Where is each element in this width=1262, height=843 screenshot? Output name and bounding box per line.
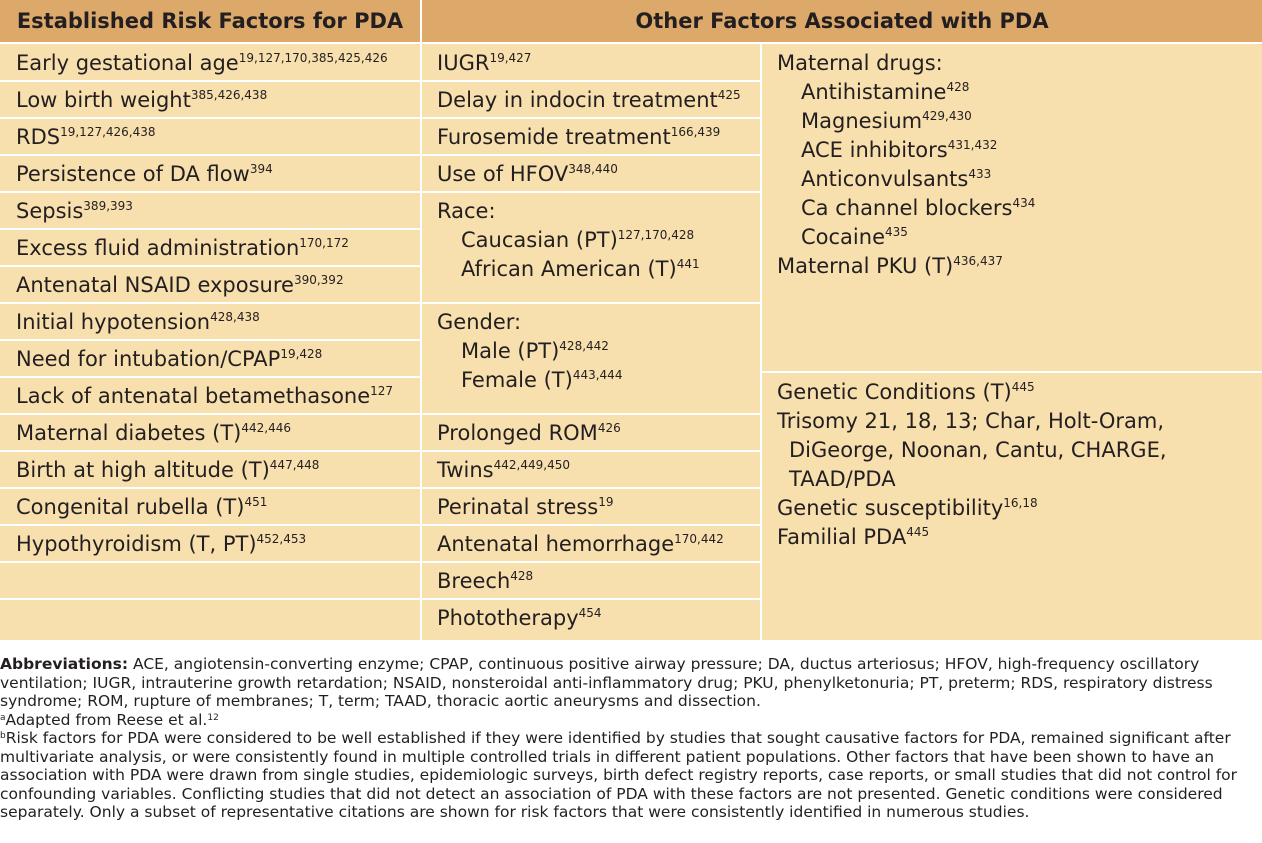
race-african-american: African American $(T)^{441}$ <box>461 257 700 281</box>
established-factor: Sepsis$^{389,393}$ <box>16 199 133 223</box>
other-factor-twins: Twins$^{442,449,450}$ <box>437 458 570 482</box>
familial-pda: Familial PDA$^{445}$ <box>777 525 930 549</box>
race-label: Race: <box>437 199 496 223</box>
established-factor: Initial hypotension$^{428,438}$ <box>16 310 260 334</box>
row-divider <box>762 371 1262 373</box>
other-factor-furosemide: Furosemide treatment$^{166,439}$ <box>437 125 721 149</box>
other-factor-stress: Perinatal stress$^{19}$ <box>437 495 614 519</box>
drug-ca-channel-blockers: Ca channel blockers$^{434}$ <box>801 196 1036 220</box>
table-footnotes <box>0 655 1262 822</box>
genetic-trisomy-cont: DiGeorge, Noonan, Cantu, CHARGE, <box>789 438 1167 462</box>
race-caucasian: Caucasian (PT)$^{127,170,428}$ <box>461 228 695 252</box>
row-divider <box>422 117 760 119</box>
established-factor: Maternal diabetes $(T)^{442,446}$ <box>16 421 291 445</box>
gender-female: Female $(T)^{443,444}$ <box>461 368 623 392</box>
footnote-b: $^b$Risk factors for PDA were considered to be well established if they were identified by studies that sought causative factors for PDA, remained significant after multivariate analysis, or were consistently found in multiple controlled trials in different patient populations. Other factors that have been shown to have an association with PDA were drawn from single studies, epidemiologic surveys, birth defect registry reports, case reports, or small studies that did not control for confounding variables. Conflicting studies that did not detect an association of PDA with these factors are not presented. Genetic conditions were considered separately. Only a subset of representative citations are shown for risk factors that were consistently identified in numerous studies. <box>0 729 1238 821</box>
row-divider <box>0 42 420 44</box>
established-factor: Hypothyroidism (T, PT)$^{452,453}$ <box>16 532 307 556</box>
row-divider <box>0 265 420 267</box>
row-divider <box>422 80 760 82</box>
row-divider <box>422 524 760 526</box>
row-divider <box>0 487 420 489</box>
established-factor: Antenatal NSAID exposure$^{390,392}$ <box>16 273 344 297</box>
row-divider <box>0 376 420 378</box>
gender-group <box>437 308 622 395</box>
row-divider <box>0 561 420 563</box>
drug-magnesium: Magnesium$^{429,430}$ <box>801 109 972 133</box>
established-factor: Congenital rubella $(T)^{451}$ <box>16 495 268 519</box>
row-divider <box>422 598 760 600</box>
other-factor-hemorrhage: Antenatal hemorrhage$^{170,442}$ <box>437 532 724 556</box>
row-divider <box>0 524 420 526</box>
established-factor: Birth at high altitude $(T)^{447,448}$ <box>16 458 320 482</box>
row-divider <box>422 302 760 304</box>
drug-cocaine: Cocaine$^{435}$ <box>801 225 908 249</box>
drug-anticonvulsants: Anticonvulsants$^{433}$ <box>801 167 992 191</box>
row-divider <box>0 413 420 415</box>
row-divider <box>422 191 760 193</box>
row-divider <box>0 191 420 193</box>
race-group <box>437 197 700 284</box>
other-factor-breech: Breech$^{428}$ <box>437 569 534 593</box>
maternal-pku: Maternal PKU $(T)^{436,437}$ <box>777 254 1003 278</box>
row-divider <box>0 80 420 82</box>
other-factor-phototherapy: Phototherapy$^{454}$ <box>437 606 602 630</box>
established-factor: Low birth weight$^{385,426,438}$ <box>16 88 268 112</box>
column-divider <box>420 0 422 640</box>
row-divider <box>0 339 420 341</box>
row-divider <box>0 450 420 452</box>
other-factor-delay: Delay in indocin treatment$^{425}$ <box>437 88 741 112</box>
established-factor: Need for intubation/CPAP$^{19,428}$ <box>16 347 323 371</box>
row-divider <box>0 117 420 119</box>
genetic-susceptibility: Genetic susceptibility$^{16,18}$ <box>777 496 1038 520</box>
row-divider <box>0 228 420 230</box>
established-factor: Excess fluid administration$^{170,172}$ <box>16 236 349 260</box>
row-divider <box>422 450 760 452</box>
row-divider <box>0 598 420 600</box>
drug-ace-inhibitors: ACE inhibitors$^{431,432}$ <box>801 138 998 162</box>
established-factor: Persistence of DA flow$^{394}$ <box>16 162 273 186</box>
established-factor: RDS$^{19,127,426,438}$ <box>16 125 156 149</box>
other-factor-rom: Prolonged ROM$^{426}$ <box>437 421 621 445</box>
header-established: Established Risk Factors for PDA <box>0 0 420 42</box>
footnote-a: $^a$Adapted from Reese et al.$^{12}$ <box>0 710 219 729</box>
row-divider <box>422 561 760 563</box>
header-other: Other Factors Associated with PDA <box>422 0 1262 42</box>
column-divider <box>760 42 762 640</box>
genetic-trisomy: Trisomy 21, 18, 13; Char, Holt-Oram, <box>777 409 1165 433</box>
row-divider <box>422 154 760 156</box>
maternal-drugs-group <box>777 49 1035 281</box>
row-divider <box>0 302 420 304</box>
established-factor: Early gestational age$^{19,127,170,385,425,426}$ <box>16 51 388 75</box>
abbreviations-note: Abbreviations: ACE, angiotensin-converting enzyme; CPAP, continuous positive airway pressure; DA, ductus arteriosus; HFOV, high-frequency oscillatory ventilation; IUGR, intrauterine growth retardation; NSAID, nonsteroidal anti-inflammatory drug; PKU, phenylketonuria; PT, preterm; RDS, respiratory distress syndrome; ROM, rupture of membranes; T, term; TAAD, thoracic aortic aneurysms and dissection. <box>0 655 1213 710</box>
other-factor-iugr: IUGR$^{19,427}$ <box>437 51 532 75</box>
row-divider <box>762 42 1262 44</box>
gender-male: Male (PT)$^{428,442}$ <box>461 339 609 363</box>
genetic-group <box>777 378 1167 552</box>
other-factor-hfov: Use of HFOV$^{348,440}$ <box>437 162 618 186</box>
gender-label: Gender: <box>437 310 522 334</box>
row-divider <box>422 42 760 44</box>
row-divider <box>422 487 760 489</box>
established-factor: Lack of antenatal betamethasone$^{127}$ <box>16 384 394 408</box>
maternal-drugs-label: Maternal drugs: <box>777 51 943 75</box>
drug-antihistamine: Antihistamine$^{428}$ <box>801 80 970 104</box>
genetic-conditions-label: Genetic Conditions $(T)^{445}$ <box>777 380 1035 404</box>
row-divider <box>422 413 760 415</box>
row-divider <box>0 154 420 156</box>
genetic-trisomy-cont: TAAD/PDA <box>789 467 896 491</box>
